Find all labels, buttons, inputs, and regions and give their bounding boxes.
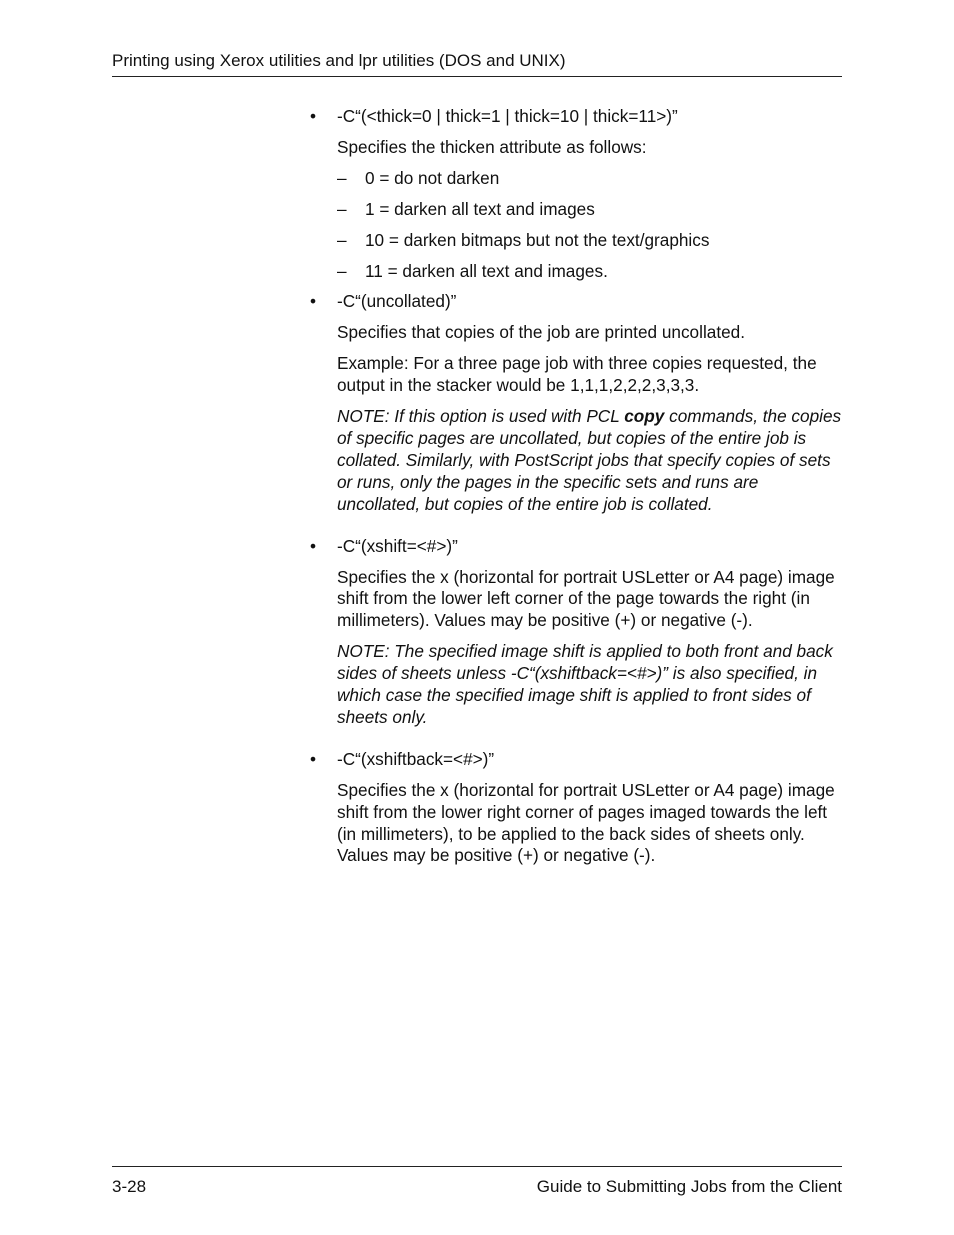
option-description: Specifies the x (horizontal for portrait USLetter or A4 page) image shift from the lower right corner of pages imaged towards the left (in millimeters), to be applied to the back sides of sheets only. Values may be positive (+) or negative (-). bbox=[337, 779, 835, 866]
option-description: Specifies the thicken attribute as follows: bbox=[337, 136, 647, 157]
sub-item bbox=[310, 168, 842, 190]
bullet-icon: • bbox=[310, 535, 317, 556]
option-description: Specifies the x (horizontal for portrait USLetter or A4 page) image shift from the lower left corner of the page towards the right (in millimeters). Values may be positive (+) or negative (-). bbox=[337, 566, 835, 631]
footer-document-title: Guide to Submitting Jobs from the Client bbox=[536, 1177, 842, 1196]
option-description: Specifies that copies of the job are printed uncollated. bbox=[337, 322, 745, 343]
sub-item bbox=[310, 230, 842, 252]
bullet-icon: • bbox=[310, 106, 317, 126]
note-text: commands, the copies of specific pages are uncollated, but copies of the entire job is collated. Similarly, with PostScript jobs that specify copies of sets or runs, only the pages in the specific sets and runs are uncollated, but copies of the entire job is collated. bbox=[337, 406, 842, 514]
dash-icon: – bbox=[337, 260, 347, 281]
sub-item-text: 11 = darken all text and images. bbox=[365, 260, 608, 281]
option-syntax: -C“(uncollated)” bbox=[337, 291, 457, 312]
option-note: NOTE: The specified image shift is applied to both front and back sides of sheets unless -C“(xshiftback=<#>)” is also specified, in which case the specified image shift is applied to front sides of sheets only. bbox=[337, 641, 833, 727]
option-example: Example: For a three page job with three copies requested, the output in the stacker would be 1,1,1,2,2,2,3,3,3. bbox=[337, 353, 817, 396]
list-item-xshiftback bbox=[310, 749, 842, 771]
page-number: 3-28 bbox=[112, 1177, 147, 1196]
list-item-uncollated bbox=[310, 291, 842, 313]
option-list bbox=[310, 106, 842, 867]
note-text: NOTE: If this option is used with PCL bbox=[337, 406, 625, 427]
list-item-xshift bbox=[310, 536, 842, 558]
header-divider bbox=[112, 76, 842, 77]
sub-item-text: 1 = darken all text and images bbox=[365, 198, 595, 219]
option-syntax: -C“(<thick=0 | thick=1 | thick=10 | thick=11>)” bbox=[337, 106, 678, 126]
page-header-title: Printing using Xerox utilities and lpr utilities (DOS and UNIX) bbox=[112, 51, 566, 70]
bullet-icon: • bbox=[310, 748, 317, 769]
bullet-icon: • bbox=[310, 291, 317, 312]
dash-icon: – bbox=[337, 198, 347, 219]
sub-item bbox=[310, 261, 842, 283]
footer-divider bbox=[112, 1166, 842, 1167]
sub-item-text: 10 = darken bitmaps but not the text/graphics bbox=[365, 229, 710, 250]
option-note bbox=[310, 406, 842, 516]
sub-item bbox=[310, 199, 842, 221]
list-item-thick bbox=[310, 106, 842, 128]
dash-icon: – bbox=[337, 229, 347, 250]
note-keyword: copy bbox=[624, 406, 665, 427]
option-syntax: -C“(xshift=<#>)” bbox=[337, 535, 458, 556]
option-syntax: -C“(xshiftback=<#>)” bbox=[337, 748, 495, 769]
dash-icon: – bbox=[337, 167, 347, 188]
sub-item-text: 0 = do not darken bbox=[365, 167, 500, 188]
